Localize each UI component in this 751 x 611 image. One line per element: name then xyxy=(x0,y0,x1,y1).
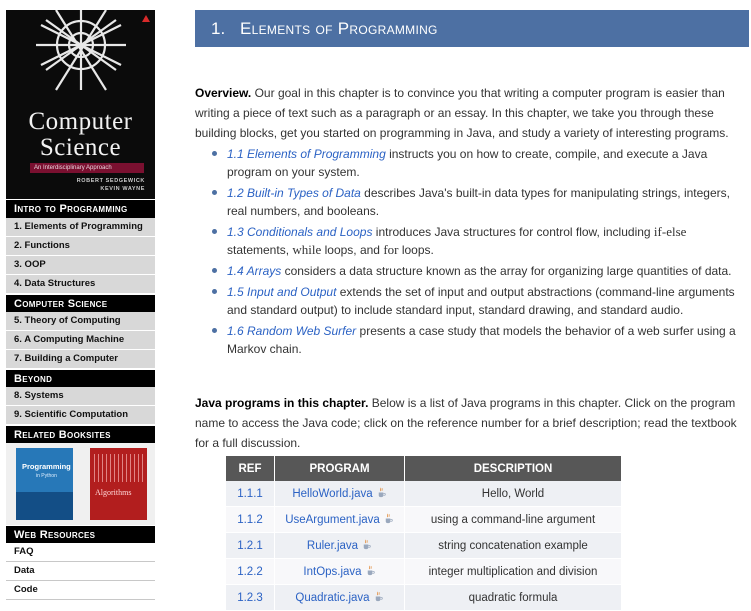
sidebar-item-data-structures[interactable]: 4. Data Structures xyxy=(6,275,155,294)
book-cover[interactable] xyxy=(6,10,155,199)
sidebar-heading-related: Related Booksites xyxy=(6,425,155,443)
program-cell xyxy=(275,533,405,559)
algorithms-book-cover[interactable] xyxy=(90,448,147,520)
program-link[interactable]: UseArgument.java xyxy=(285,514,380,526)
sidebar-item-oop[interactable]: 3. OOP xyxy=(6,256,155,275)
table-row xyxy=(226,559,622,585)
sidebar-item-functions[interactable]: 2. Functions xyxy=(6,237,155,256)
programs-intro-label: Java programs in this chapter. xyxy=(195,396,369,410)
sidebar-item-systems[interactable]: 8. Systems xyxy=(6,387,155,406)
table-row xyxy=(226,507,622,533)
section-link-1-4[interactable]: 1.4 Arrays xyxy=(227,264,282,278)
python-book-subtitle: in Python xyxy=(36,473,57,479)
programs-intro-text: Below is a list of Java programs in this chapter. Click on the program name to access the Java code; click on the reference number for a brief description; read the textbook for a full discussion. xyxy=(195,396,737,450)
table-row xyxy=(226,481,622,507)
cover-author-2: KEVIN WAYNE xyxy=(100,186,145,192)
section-link-1-3[interactable]: 1.3 Conditionals and Loops xyxy=(227,225,373,239)
cover-title-line2: Science xyxy=(39,134,122,161)
sidebar xyxy=(6,10,155,600)
program-link[interactable]: IntOps.java xyxy=(303,566,362,578)
chapter-list xyxy=(208,145,743,361)
algorithms-book-title: Algorithms xyxy=(95,488,132,497)
section-link-1-1[interactable]: 1.1 Elements of Programming xyxy=(227,147,386,161)
cover-subtitle: An Interdisciplinary Approach xyxy=(30,163,144,173)
java-cup-icon xyxy=(361,539,372,550)
chapter-title: Elements of Programming xyxy=(240,19,438,38)
list-item: 1.4 Arrays considers a data structure known as the array for organizing large quantities of data. xyxy=(208,262,743,280)
sidebar-item-machine[interactable]: 6. A Computing Machine xyxy=(6,331,155,350)
column-header-description: DESCRIPTION xyxy=(405,456,622,481)
java-cup-icon xyxy=(376,487,387,498)
chapter-header xyxy=(195,10,749,47)
java-cup-icon xyxy=(373,591,384,602)
overview-text: Our goal in this chapter is to convince you that writing a computer program is easier than writing a piece of text such as a paragraph or an essay. In this chapter, we take you through these building blocks, get you started on programming in Java, and study a variety of interesting programs. xyxy=(195,86,729,140)
programs-intro-paragraph xyxy=(195,393,748,453)
list-item: 1.2 Built-in Types of Data describes Java's built-in data types for manipulating strings, integers, real numbers, and booleans. xyxy=(208,184,743,220)
table-row xyxy=(226,585,622,611)
program-cell xyxy=(275,585,405,611)
description-cell: quadratic formula xyxy=(405,585,622,611)
keyword-for: for xyxy=(383,242,399,257)
description-cell: using a command-line argument xyxy=(405,507,622,533)
cover-title-line1: Computer xyxy=(28,108,133,135)
ref-cell xyxy=(226,507,275,533)
sidebar-item-faq[interactable]: FAQ xyxy=(6,543,155,562)
column-header-program: PROGRAM xyxy=(275,456,405,481)
overview-paragraph xyxy=(195,83,748,143)
logo-triangle-icon xyxy=(142,15,150,22)
java-cup-icon xyxy=(383,513,394,524)
ref-cell xyxy=(226,585,275,611)
java-cup-icon xyxy=(365,565,376,576)
sidebar-item-building[interactable]: 7. Building a Computer xyxy=(6,350,155,369)
network-art-icon xyxy=(6,10,155,110)
list-item: 1.1 Elements of Programming instructs you on how to create, compile, and execute a Java program on your system. xyxy=(208,145,743,181)
ref-link[interactable]: 1.1.2 xyxy=(237,513,263,526)
description-cell: integer multiplication and division xyxy=(405,559,622,585)
sidebar-heading-web: Web Resources xyxy=(6,525,155,543)
program-cell xyxy=(275,481,405,507)
list-item: 1.6 Random Web Surfer presents a case study that models the behavior of a web surfer using a Markov chain. xyxy=(208,322,743,358)
ref-cell xyxy=(226,559,275,585)
program-link[interactable]: HelloWorld.java xyxy=(292,488,373,500)
keyword-while: while xyxy=(292,242,322,257)
program-cell xyxy=(275,559,405,585)
list-item: 1.5 Input and Output extends the set of input and output abstractions (command-line arguments and standard output) to include standard input, standard drawing, and standard audio. xyxy=(208,283,743,319)
keyword-if-else: if-else xyxy=(653,224,687,239)
section-link-1-6[interactable]: 1.6 Random Web Surfer xyxy=(227,324,357,338)
program-link[interactable]: Ruler.java xyxy=(306,540,359,552)
sidebar-item-scientific[interactable]: 9. Scientific Computation xyxy=(6,406,155,425)
sidebar-heading-cs: Computer Science xyxy=(6,294,155,312)
programs-table xyxy=(226,456,622,611)
section-link-1-5[interactable]: 1.5 Input and Output xyxy=(227,285,337,299)
program-link[interactable]: Quadratic.java xyxy=(295,592,370,604)
overview-label: Overview. xyxy=(195,86,252,100)
related-books xyxy=(6,443,155,525)
list-item: 1.3 Conditionals and Loops introduces Java structures for control flow, including if-else statements, while loops, and for loops. xyxy=(208,223,743,259)
sidebar-item-theory[interactable]: 5. Theory of Computing xyxy=(6,312,155,331)
ref-cell xyxy=(226,481,275,507)
program-cell xyxy=(275,507,405,533)
ref-link[interactable]: 1.1.1 xyxy=(237,487,263,500)
sidebar-item-data[interactable]: Data xyxy=(6,562,155,581)
ref-cell xyxy=(226,533,275,559)
description-cell: string concatenation example xyxy=(405,533,622,559)
ref-link[interactable]: 1.2.3 xyxy=(237,591,263,604)
sidebar-item-code[interactable]: Code xyxy=(6,581,155,600)
ref-link[interactable]: 1.2.1 xyxy=(237,539,263,552)
chapter-number: 1. xyxy=(211,19,226,38)
column-header-ref: REF xyxy=(226,456,275,481)
sidebar-heading-intro: Intro to Programming xyxy=(6,199,155,218)
sidebar-item-elements[interactable]: 1. Elements of Programming xyxy=(6,218,155,237)
python-book-cover[interactable] xyxy=(16,448,73,520)
cover-author-1: ROBERT SEDGEWICK xyxy=(76,178,145,184)
sidebar-heading-beyond: Beyond xyxy=(6,369,155,387)
section-link-1-2[interactable]: 1.2 Built-in Types of Data xyxy=(227,186,361,200)
ref-link[interactable]: 1.2.2 xyxy=(237,565,263,578)
table-row xyxy=(226,533,622,559)
python-book-title: Programming xyxy=(22,462,71,471)
description-cell: Hello, World xyxy=(405,481,622,507)
